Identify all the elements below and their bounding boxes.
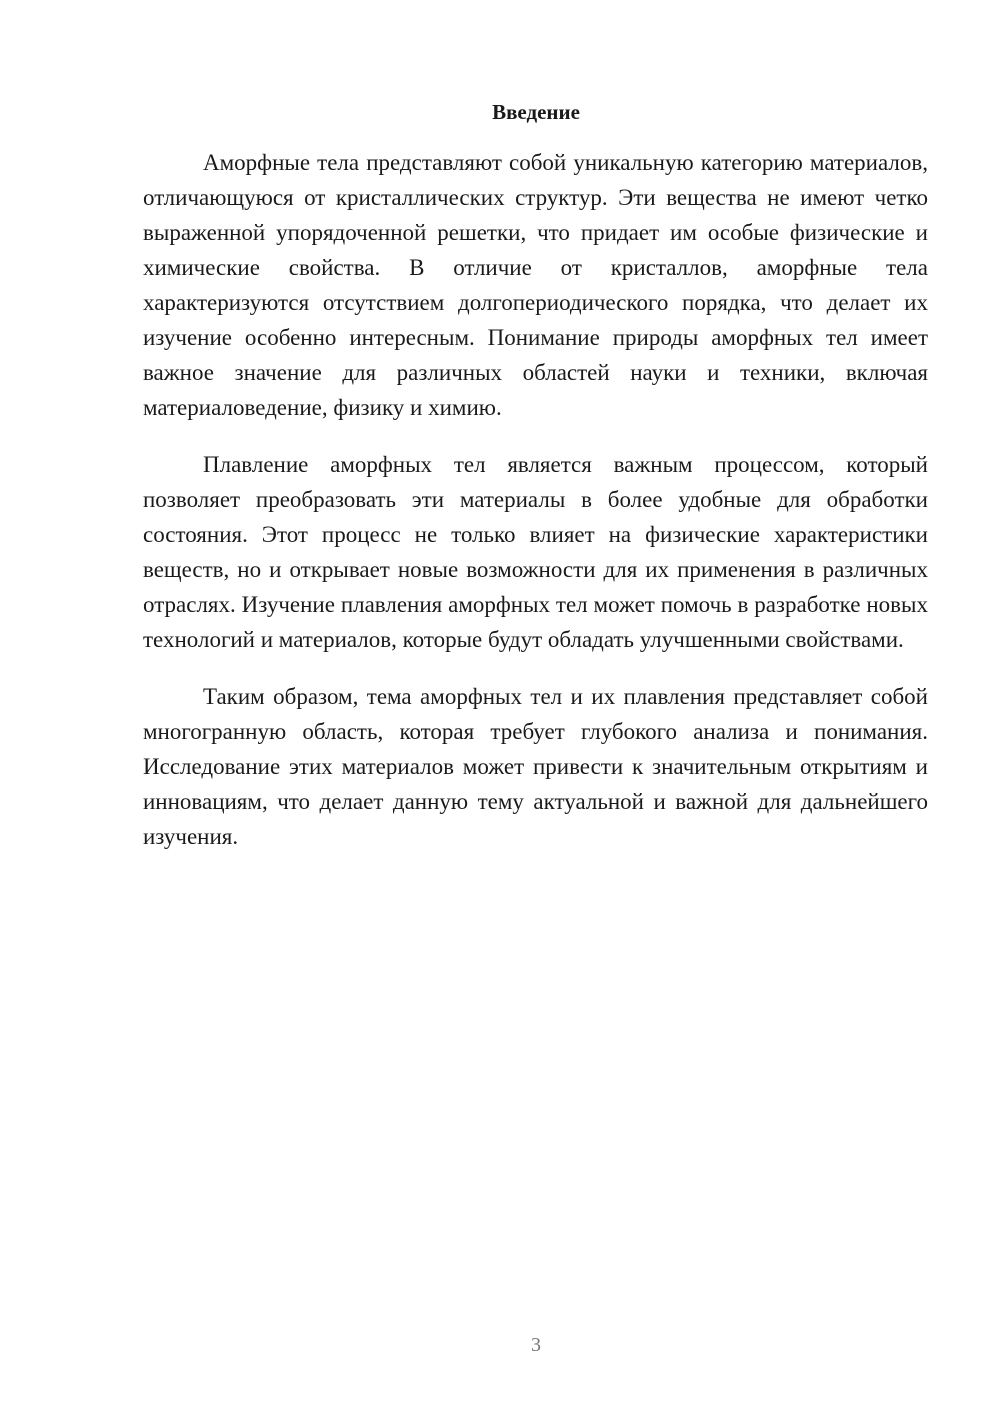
section-title: Введение (492, 100, 580, 124)
paragraph-3: Таким образом, тема аморфных тел и их плавления представляет собой многогранную область, которая требует глубокого анализа и понимания. Исследование этих материалов может привести к значительным открытиям и инновациям, что делает данную тему актуальной и важной для дальнейшего изучения. (143, 684, 928, 849)
body-text (143, 145, 928, 876)
paragraph-2: Плавление аморфных тел является важным процессом, который позволяет преобразовать эти материалы в более удобные для обработки состояния. Этот процесс не только влияет на физические характеристики веществ, но и открывает новые возможности для их применения в различных отраслях. Изучение плавления аморфных тел может помочь в разработке новых технологий и материалов, которые будут обладать улучшенными свойствами. (143, 452, 928, 652)
paragraph-1: Аморфные тела представляют собой уникальную категорию материалов, отличающуюся от кристаллических структур. Эти вещества не имеют четко выраженной упорядоченной решетки, что придает им особые физические и химические свойства. В отличие от кристаллов, аморфные тела характеризуются отсутствием долгопериодического порядка, что делает их изучение особенно интересным. Понимание природы аморфных тел имеет важное значение для различных областей науки и техники, включая материаловедение, физику и химию. (143, 150, 928, 420)
page-number: 3 (531, 1334, 541, 1356)
